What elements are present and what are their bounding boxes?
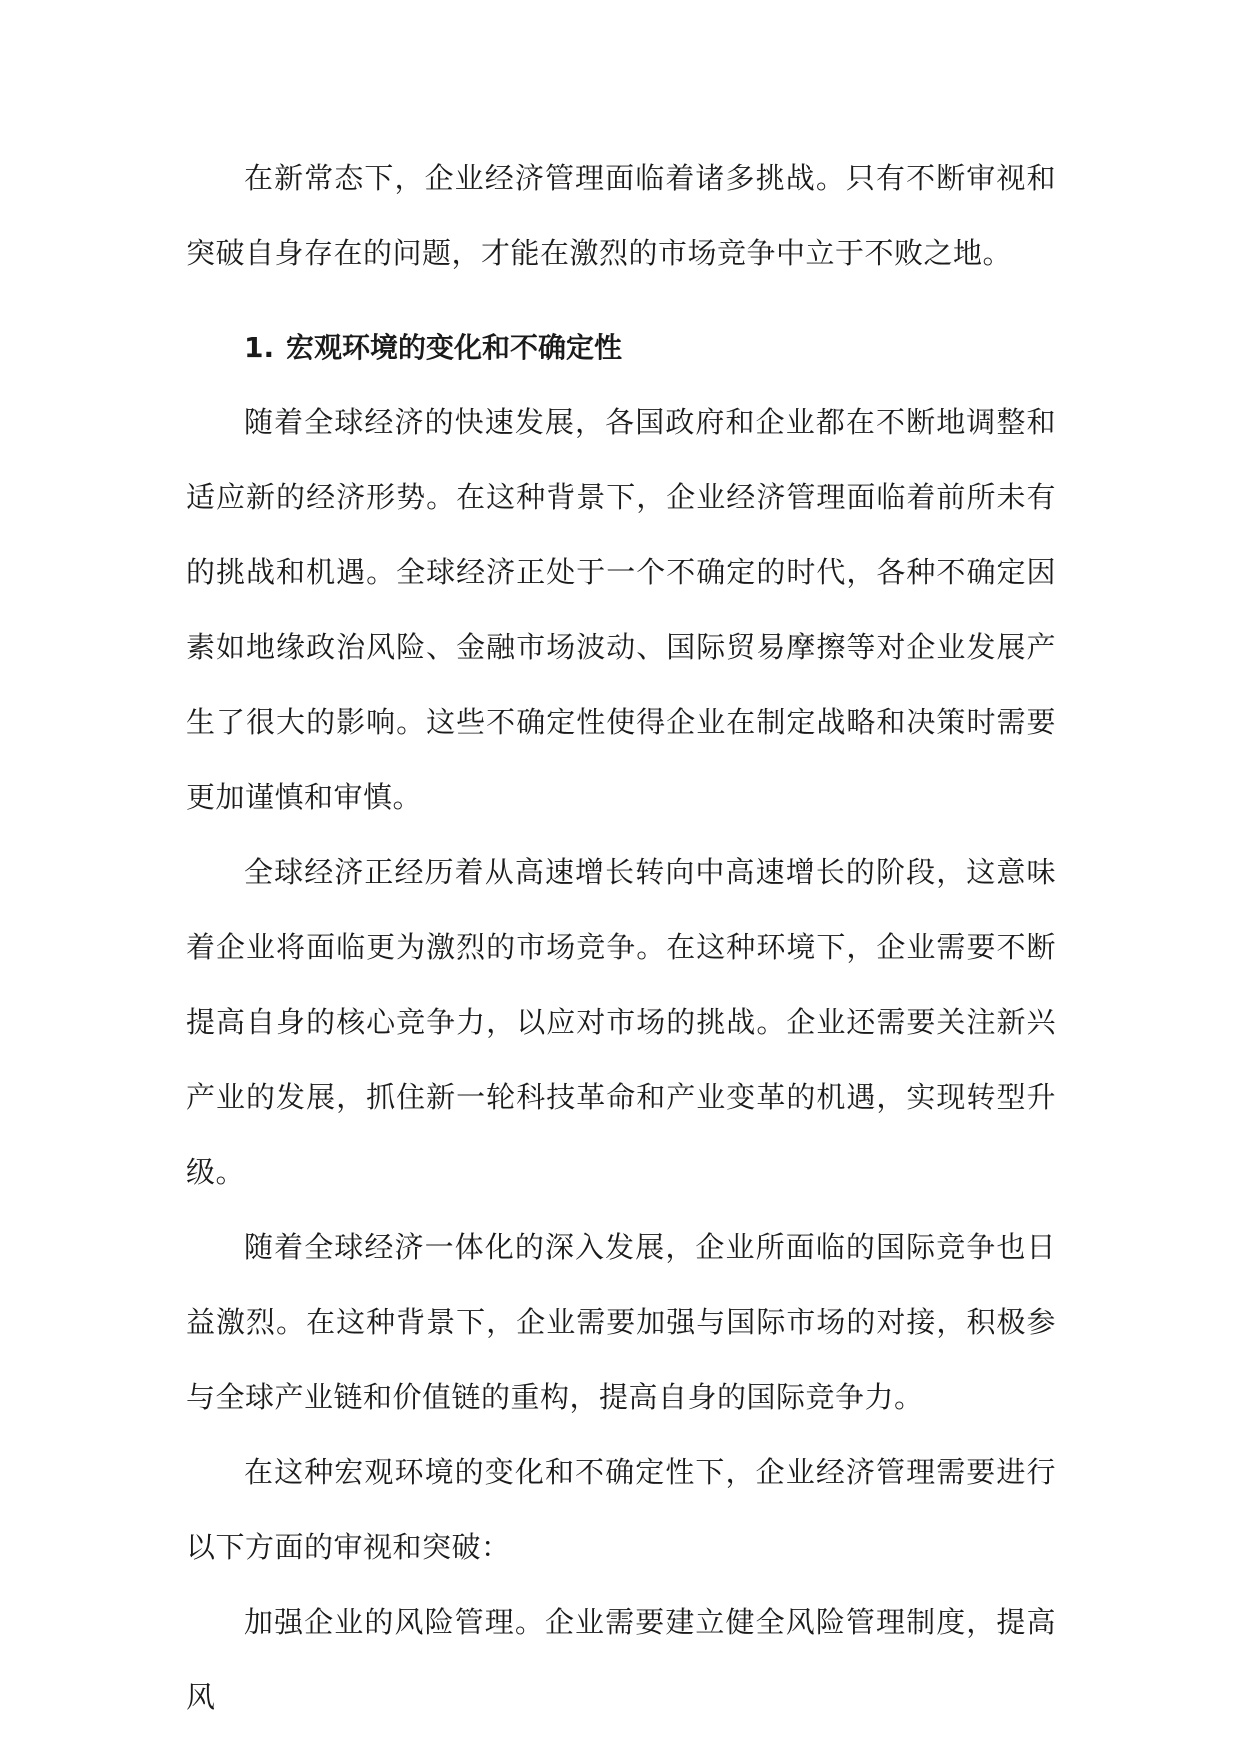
intro-paragraph: 在新常态下，企业经济管理面临着诸多挑战。只有不断审视和突破自身存在的问题，才能在激烈的市场竞争中立于不败之地。 bbox=[186, 161, 1056, 270]
section-heading bbox=[186, 310, 1056, 385]
body-paragraph: 全球经济正经历着从高速增长转向中高速增长的阶段，这意味着企业将面临更为激烈的市场竞争。在这种环境下，企业需要不断提高自身的核心竞争力，以应对市场的挑战。企业还需要关注新兴产业的发展，抓住新一轮科技革命和产业变革的机遇，实现转型升级。 bbox=[186, 855, 1056, 1189]
body-paragraph: 随着全球经济一体化的深入发展，企业所面临的国际竞争也日益激烈。在这种背景下，企业需要加强与国际市场的对接，积极参与全球产业链和价值链的重构，提高自身的国际竞争力。 bbox=[186, 1230, 1056, 1414]
body-paragraph: 随着全球经济的快速发展，各国政府和企业都在不断地调整和适应新的经济形势。在这种背景下，企业经济管理面临着前所未有的挑战和机遇。全球经济正处于一个不确定的时代，各种不确定因素如地缘政治风险、金融市场波动、国际贸易摩擦等对企业发展产生了很大的影响。这些不确定性使得企业在制定战略和决策时需要更加谨慎和审慎。 bbox=[186, 405, 1056, 814]
section-title: 宏观环境的变化和不确定性 bbox=[286, 331, 623, 364]
document-body bbox=[186, 141, 1056, 1735]
body-paragraph: 在这种宏观环境的变化和不确定性下，企业经济管理需要进行以下方面的审视和突破： bbox=[186, 1455, 1056, 1564]
section-number: 1. bbox=[244, 331, 275, 364]
body-paragraph: 加强企业的风险管理。企业需要建立健全风险管理制度，提高风 bbox=[186, 1605, 1056, 1714]
